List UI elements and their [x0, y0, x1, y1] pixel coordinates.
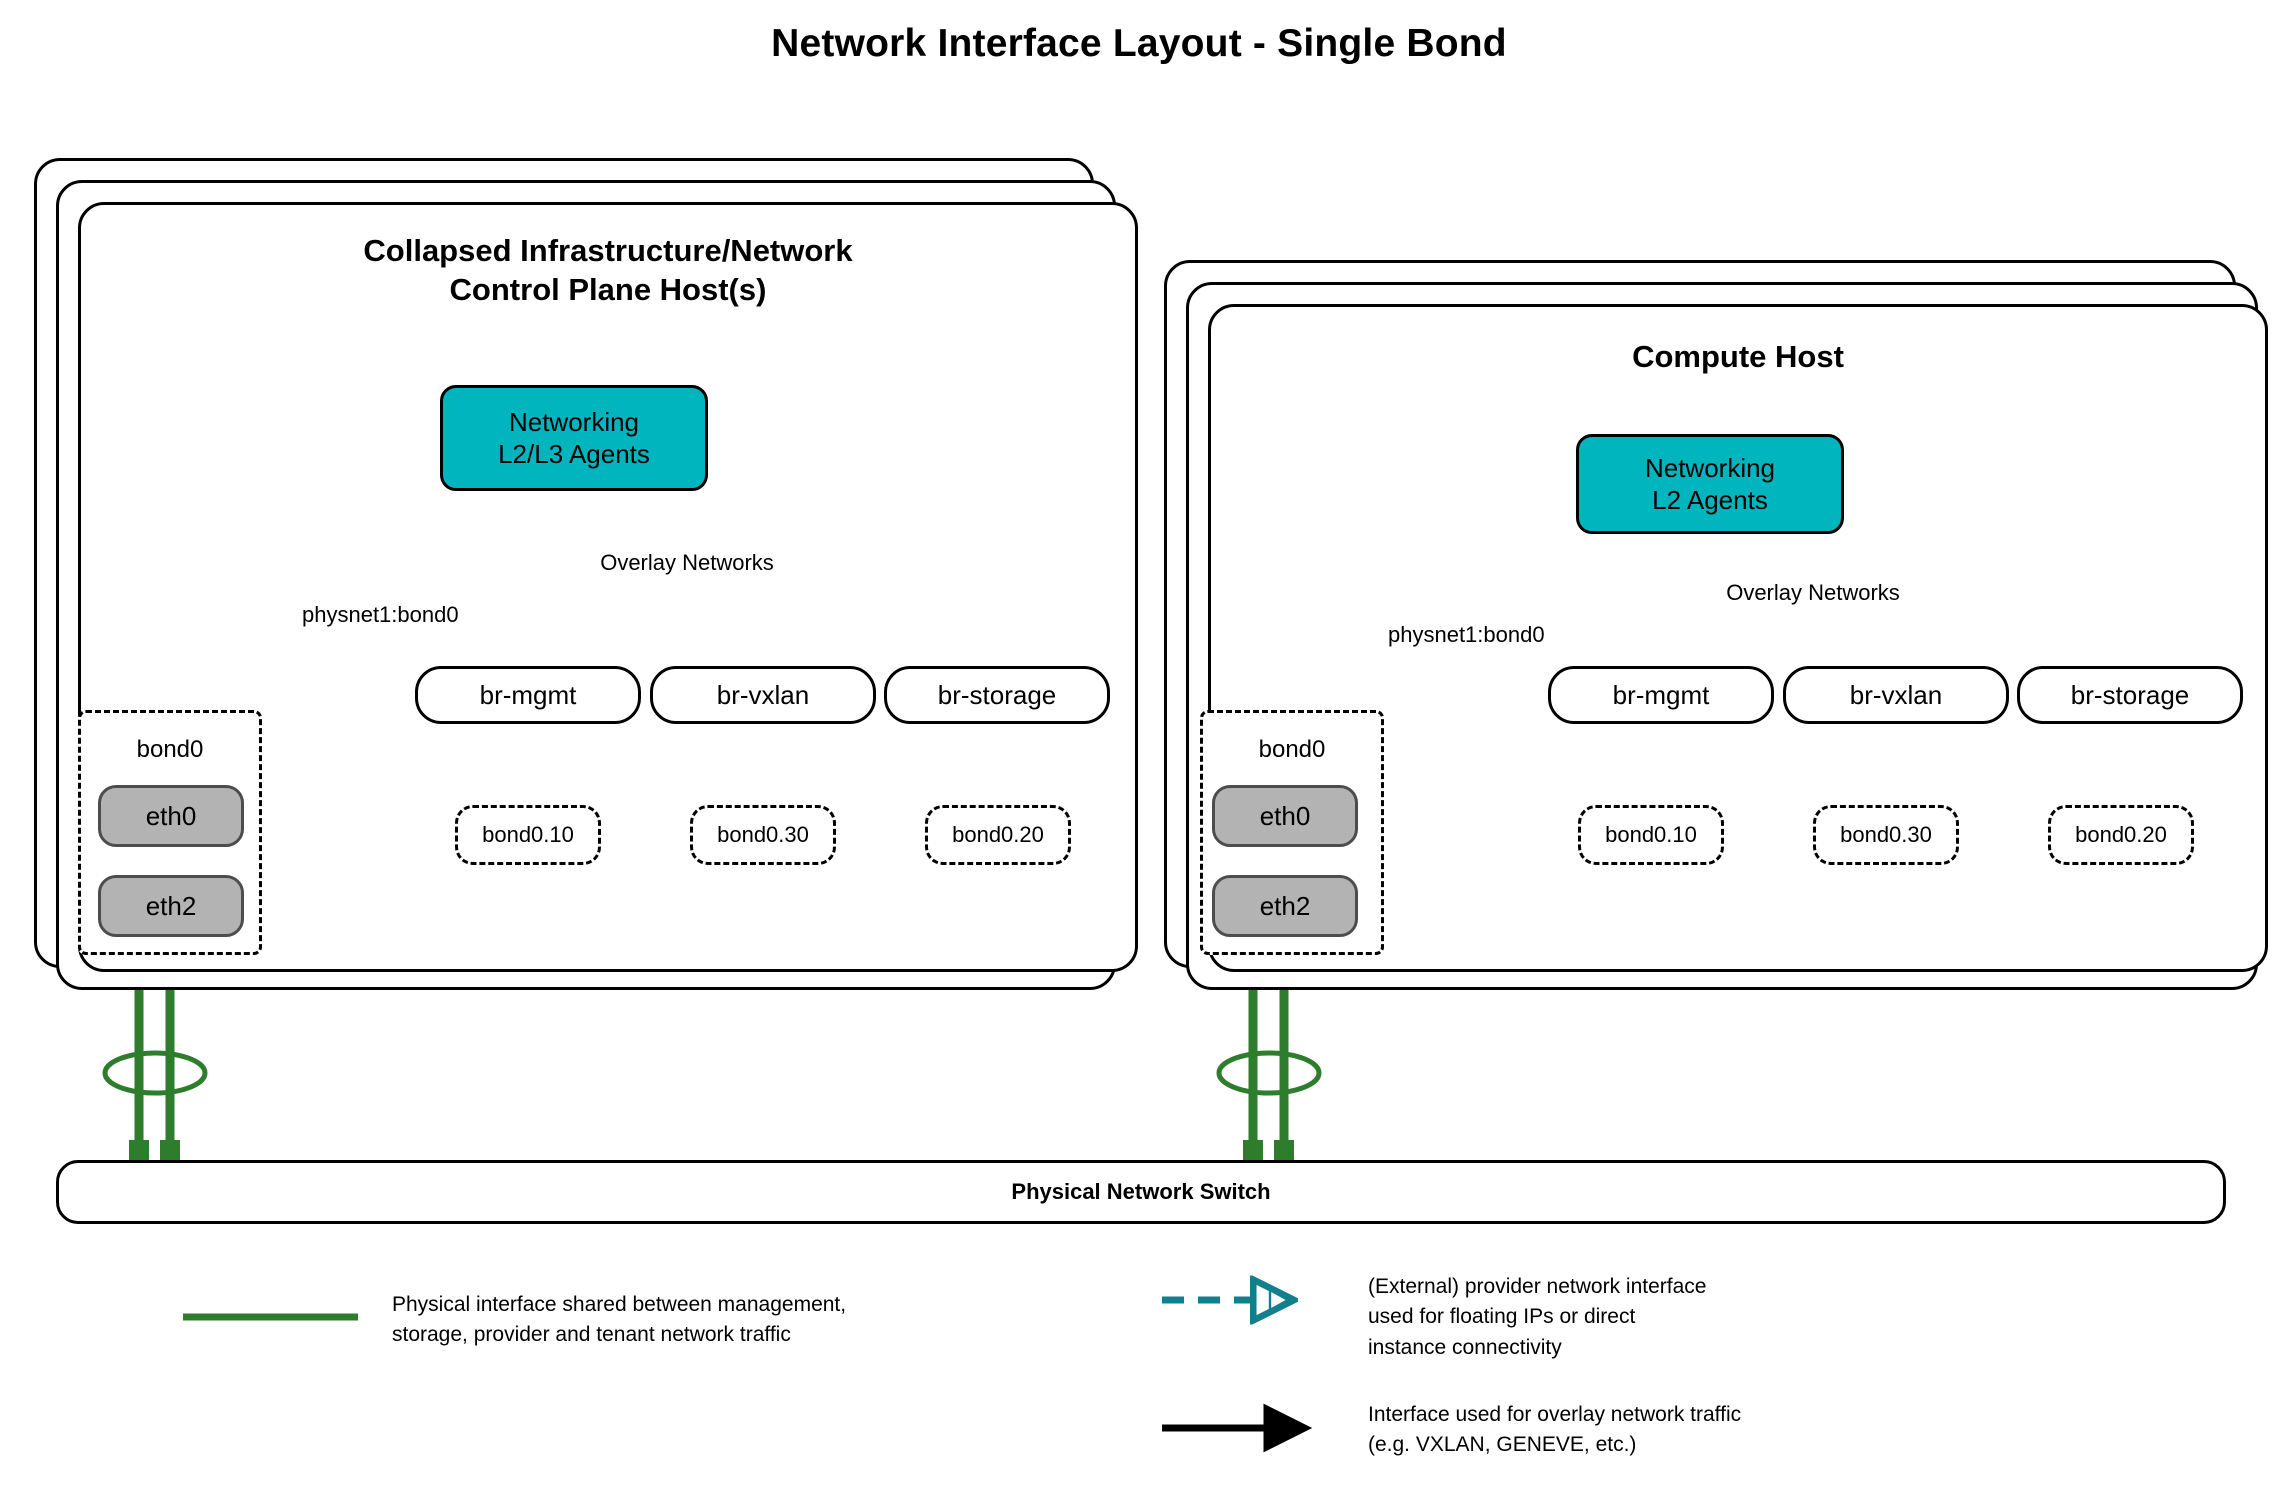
- legend-overlay-line2: (e.g. VXLAN, GENEVE, etc.): [1368, 1433, 1637, 1457]
- control-vlan-bond0-10[interactable]: [455, 805, 601, 865]
- legend-physical-text: [392, 1290, 992, 1351]
- control-nic-eth2-label: eth2: [145, 890, 197, 921]
- control-bridge-br-storage-label: br-storage: [937, 679, 1057, 710]
- control-vlan-bond0-30-label: bond0.30: [717, 822, 809, 847]
- compute-nic-eth2[interactable]: [1212, 875, 1358, 937]
- control-agent-label-line1: Networking: [508, 406, 640, 437]
- control-bridge-br-mgmt-label: br-mgmt: [479, 679, 577, 710]
- control-vlan-bond0-10-label: bond0.10: [482, 822, 574, 847]
- physical-network-switch[interactable]: [56, 1160, 2226, 1224]
- compute-overlay-networks-label: Overlay Networks: [1726, 580, 1900, 605]
- compute-host-title-line1: Compute Host: [1632, 339, 1844, 374]
- compute-nic-eth0-label: eth0: [1259, 800, 1311, 831]
- compute-host-title: [1228, 338, 2248, 377]
- control-networking-agents-box[interactable]: [440, 385, 708, 491]
- control-agent-label-line2: L2/L3 Agents: [498, 439, 650, 469]
- control-host-title: [98, 232, 1118, 310]
- control-overlay-networks-label: Overlay Networks: [600, 550, 774, 575]
- control-nic-eth0-label: eth0: [145, 800, 197, 831]
- legend-overlay-text: [1368, 1400, 1928, 1461]
- control-nic-eth0[interactable]: [98, 785, 244, 847]
- control-vlan-bond0-20-label: bond0.20: [952, 822, 1044, 847]
- compute-bond-label: bond0: [1258, 736, 1326, 763]
- compute-bridge-br-mgmt[interactable]: [1548, 666, 1774, 724]
- compute-agent-label-line2: L2 Agents: [1652, 485, 1768, 515]
- page-title: Network Interface Layout - Single Bond: [771, 22, 1507, 65]
- control-bridge-br-vxlan-label: br-vxlan: [716, 679, 810, 710]
- control-bond-label: bond0: [136, 736, 204, 763]
- compute-provider-network-label: physnet1:bond0: [1388, 622, 1545, 647]
- compute-vlan-bond0-20-label: bond0.20: [2075, 822, 2167, 847]
- compute-vlan-bond0-30-label: bond0.30: [1840, 822, 1932, 847]
- compute-nic-eth0[interactable]: [1212, 785, 1358, 847]
- compute-vlan-bond0-10-label: bond0.10: [1605, 822, 1697, 847]
- compute-vlan-bond0-20[interactable]: [2048, 805, 2194, 865]
- legend-provider-line3: instance connectivity: [1368, 1335, 1562, 1359]
- compute-agent-label-line1: Networking: [1644, 452, 1776, 483]
- compute-vlan-bond0-10[interactable]: [1578, 805, 1724, 865]
- compute-vlan-bond0-30[interactable]: [1813, 805, 1959, 865]
- compute-bridge-br-mgmt-label: br-mgmt: [1612, 679, 1710, 710]
- compute-bridge-br-vxlan-label: br-vxlan: [1849, 679, 1943, 710]
- compute-bridge-br-storage-label: br-storage: [2070, 679, 2190, 710]
- control-vlan-bond0-20[interactable]: [925, 805, 1071, 865]
- control-bridge-br-vxlan[interactable]: [650, 666, 876, 724]
- control-cable-bundle-ring: [105, 1053, 205, 1093]
- control-bridge-br-storage[interactable]: [884, 666, 1110, 724]
- control-vlan-bond0-30[interactable]: [690, 805, 836, 865]
- legend-physical-line2: storage, provider and tenant network traffic: [392, 1323, 791, 1347]
- compute-nic-eth2-label: eth2: [1259, 890, 1311, 921]
- legend-overlay-line1: Interface used for overlay network traffic: [1368, 1403, 1742, 1426]
- legend-provider-text: [1368, 1272, 1928, 1363]
- control-host-title-line2: Control Plane Host(s): [449, 271, 767, 307]
- legend-provider-swatch-second-head: [1270, 1290, 1288, 1310]
- legend-physical-line1: Physical interface shared between management,: [392, 1293, 847, 1316]
- legend-provider-line1: (External) provider network interface: [1368, 1275, 1707, 1298]
- compute-cable-bundle-ring: [1219, 1053, 1319, 1093]
- compute-bridge-br-storage[interactable]: [2017, 666, 2243, 724]
- compute-networking-agents-box[interactable]: [1576, 434, 1844, 534]
- physical-network-switch-label: Physical Network Switch: [1011, 1179, 1271, 1204]
- control-host-title-line1: Collapsed Infrastructure/Network: [363, 233, 853, 268]
- compute-bridge-br-vxlan[interactable]: [1783, 666, 2009, 724]
- control-provider-network-label: physnet1:bond0: [302, 602, 459, 627]
- control-nic-eth2[interactable]: [98, 875, 244, 937]
- control-bridge-br-mgmt[interactable]: [415, 666, 641, 724]
- legend-provider-line2: used for floating IPs or direct: [1368, 1305, 1636, 1329]
